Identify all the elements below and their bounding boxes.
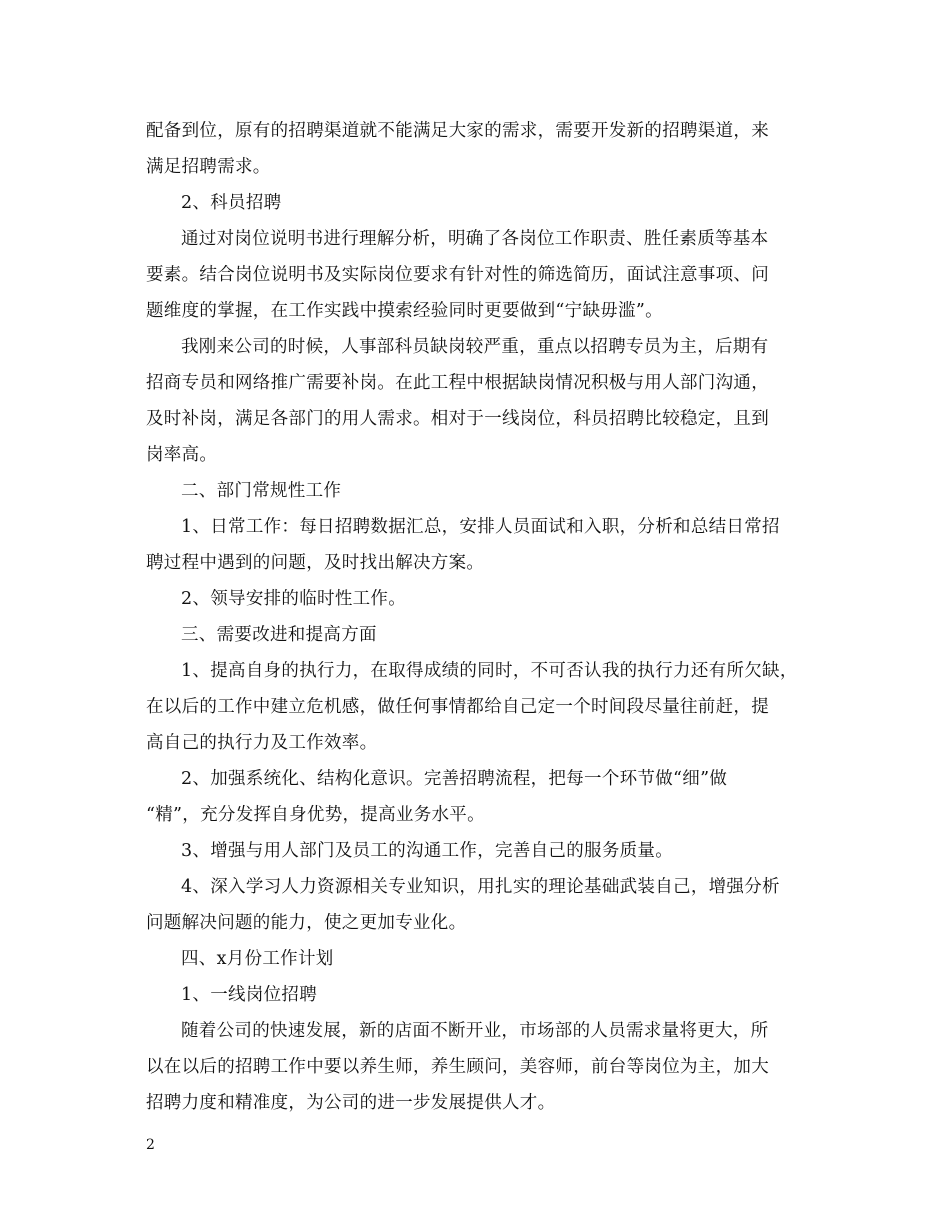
text-line: 以在以后的招聘工作中要以养生师，养生顾问，美容师，前台等岗位为主，加大 [146, 1057, 769, 1077]
text-line: 题维度的掌握，在工作实践中摸索经验同时更要做到“宁缺毋滥”。 [146, 301, 663, 321]
section-heading: 三、需要改进和提高方面 [181, 625, 377, 645]
text-line: 及时补岗，满足各部门的用人需求。相对于一线岗位，科员招聘比较稳定，且到 [146, 409, 769, 429]
text-line: 在以后的工作中建立危机感，做任何事情都给自己定一个时间段尽量往前赶，提 [146, 697, 769, 717]
section-heading: 1、一线岗位招聘 [181, 985, 318, 1005]
text-line: 通过对岗位说明书进行理解分析，明确了各岗位工作职责、胜任素质等基本 [181, 229, 769, 249]
text-line: 聘过程中遇到的问题，及时找出解决方案。 [146, 553, 485, 573]
text-line: 招商专员和网络推广需要补岗。在此工程中根据缺岗情况积极与用人部门沟通， [146, 373, 769, 393]
text-line: 招聘力度和精准度，为公司的进一步发展提供人才。 [146, 1093, 556, 1113]
section-heading: 2、科员招聘 [181, 193, 282, 213]
text-line: 要素。结合岗位说明书及实际岗位要求有针对性的筛选简历，面试注意事项、问 [146, 265, 769, 285]
text-line: 2、领导安排的临时性工作。 [181, 589, 407, 609]
text-line: 1、日常工作：每日招聘数据汇总，安排人员面试和入职，分析和总结日常招 [181, 517, 780, 537]
text-line: 3、增强与用人部门及员工的沟通工作，完善自己的服务质量。 [181, 841, 674, 861]
page-number: 2 [146, 1137, 155, 1153]
text-line: 4、深入学习人力资源相关专业知识，用扎实的理论基础武装自己，增强分析 [181, 877, 780, 897]
text-line: 岗率高。 [146, 445, 218, 465]
section-heading: 四、x月份工作计划 [181, 949, 334, 969]
text-line: 满足招聘需求。 [146, 157, 271, 177]
text-line: 高自己的执行力及工作效率。 [146, 733, 378, 753]
text-line: 我刚来公司的时候，人事部科员缺岗较严重，重点以招聘专员为主，后期有 [181, 337, 769, 357]
text-line: 2、加强系统化、结构化意识。完善招聘流程，把每一个环节做“细”做 [181, 769, 728, 789]
section-heading: 二、部门常规性工作 [181, 481, 342, 501]
text-line: 问题解决问题的能力，使之更加专业化。 [146, 913, 467, 933]
text-line: 配备到位，原有的招聘渠道就不能满足大家的需求，需要开发新的招聘渠道，来 [146, 121, 769, 141]
text-line: 1、提高自身的执行力，在取得成绩的同时，不可否认我的执行力还有所欠缺， [181, 661, 798, 681]
text-line: “精”，充分发挥自身优势，提高业务水平。 [146, 805, 485, 825]
text-line: 随着公司的快速发展，新的店面不断开业，市场部的人员需求量将更大，所 [181, 1021, 769, 1041]
